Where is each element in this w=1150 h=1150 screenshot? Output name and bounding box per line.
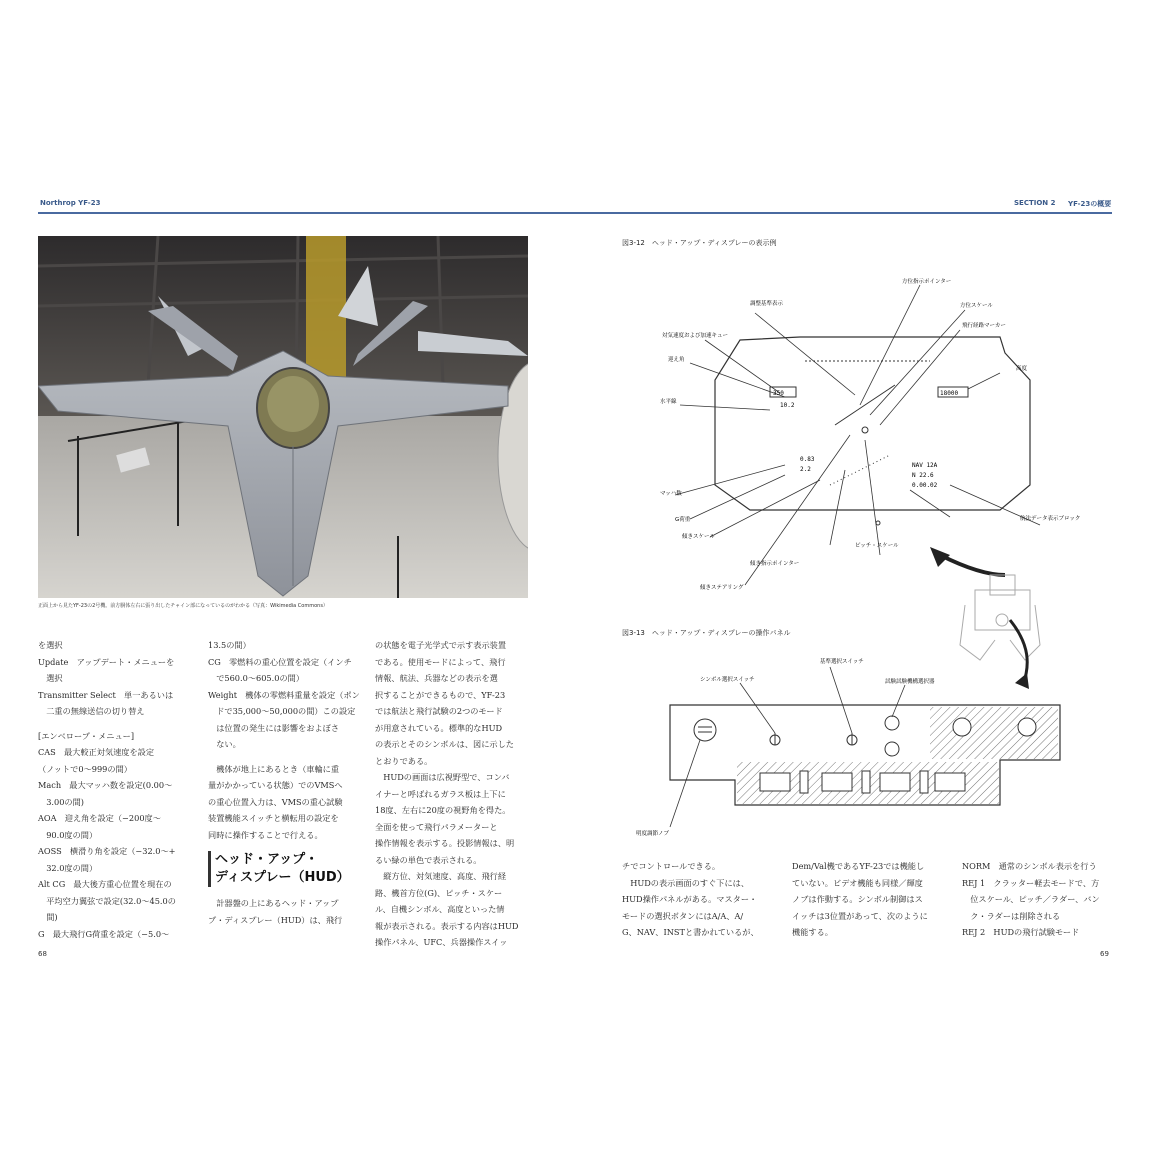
running-header-left: Northrop YF-23 [40, 199, 101, 207]
figure-13-title: 図3-13 ヘッド・アップ・ディスプレーの操作パネル [622, 629, 791, 637]
heading-line: ヘッド・アップ・ [215, 852, 319, 867]
text-line: ていない。ビデオ機能も同様／輝度 [792, 877, 923, 888]
running-header-section: SECTION 2 [1014, 199, 1056, 207]
hud-nav-3: 0.00.02 [912, 482, 938, 489]
hud-airspeed: 350 [773, 390, 784, 397]
yf23-photo-illustration [38, 236, 528, 598]
text-line: 装置機能スイッチと横転用の設定を [208, 813, 339, 823]
label-altitude: 高度 [1016, 366, 1028, 372]
text-line: CG 零燃料の重心位置を設定（インチ [208, 656, 352, 667]
label-aoa: 迎え角 [668, 357, 685, 363]
text-line: 全面を使って飛行パラメーターと [375, 821, 498, 832]
text-line: （ノットで0〜999の間） [38, 763, 132, 774]
text-line: 択することができるもので、YF-23 [375, 689, 506, 700]
text-line: 3.00の間) [38, 796, 84, 807]
flight-path-marker [862, 427, 868, 433]
text-line: は位置の発生には影響をおよぼさ [208, 722, 340, 733]
label-bank-scale: 傾きスケール [682, 534, 715, 540]
text-line: 情報、航法、兵器などの表示を選 [375, 673, 498, 683]
label-heading-pointer: 方位指示ポインター [902, 279, 952, 285]
text-line: 報が表示される。表示する内容はHUD [375, 920, 519, 931]
label-pitch-scale: ピッチ・スケール [855, 543, 899, 549]
text-line: 縦方位、対気速度、高度、飛行経 [375, 871, 507, 881]
text-line: ノブは作動する。シンボル制御はス [792, 894, 923, 904]
text-line: 操作情報を表示する。投影情報は、明 [375, 838, 515, 848]
text-line: プ・ディスプレー（HUD）は、飛行 [208, 914, 343, 925]
label-brightness: 明度調節ノブ [636, 831, 670, 837]
photo-caption: 正面上から見たYF-23の2号機。前方胴体左右に張り出したチャイン部になっているのがわかる（写真：Wikimedia Commons） [38, 603, 328, 609]
text-line: の重心位置入力は、VMSの重心試験 [208, 796, 343, 807]
text-line: で560.0〜605.0の間） [208, 673, 305, 683]
text-line: [エンベロープ・メニュー] [38, 730, 135, 741]
running-header-title: YF-23の概要 [1068, 200, 1112, 208]
label-symbol-switch: シンボル選択スイッチ [700, 677, 755, 683]
text-line: 間) [38, 912, 58, 922]
label-bank-pointer: 傾き指示ポインター [750, 561, 800, 567]
label-mach: マッハ数 [660, 491, 682, 497]
text-line: AOSS 横滑り角を設定（−32.0〜+ [38, 846, 176, 856]
text-line: REJ 2 HUDの飛行試験モード [962, 927, 1080, 937]
text-line: 平均空力翼弦で設定(32.0〜45.0の [38, 895, 176, 906]
text-line: の表示とそのシンボルは、図に示した [375, 739, 514, 749]
text-line: とおりである。 [375, 755, 433, 766]
text-line: Dem/Val機であるYF-23では機能し [792, 861, 925, 871]
text-line: 13.5の間） [208, 640, 251, 650]
text-line: NORM 通常のシンボル表示を行う [962, 861, 1097, 871]
text-line: HUD操作パネルがある。マスター・ [622, 894, 758, 904]
text-line: が用意されている。標準的なHUD [375, 722, 503, 733]
section-heading [208, 851, 368, 887]
text-line: 路、機首方位(G)、ピッチ・スケー [375, 887, 503, 898]
text-line: 二重の無線送信の切り替え [38, 706, 145, 716]
text-line: 計器盤の上にあるヘッド・アップ [208, 898, 339, 908]
hud-nav-1: NAV 12A [912, 462, 938, 469]
aircraft-photo [38, 236, 528, 598]
text-line: HUDの表示画面のすぐ下には、 [622, 877, 750, 888]
right-text-column-3 [962, 858, 1112, 941]
heading-line: ディスプレー（HUD） [215, 870, 350, 885]
label-heading-scale: 方位スケール [960, 303, 993, 309]
hud-display-diagram [620, 255, 1110, 595]
text-line: 選択 [38, 673, 63, 683]
hud-aoa: 10.2 [780, 402, 795, 409]
text-line: を選択 [38, 640, 63, 650]
label-ref-switch: 基準選択スイッチ [820, 659, 864, 665]
text-line: G 最大飛行G荷重を設定（−5.0〜 [38, 928, 170, 939]
test-selector-knob-2 [885, 742, 899, 756]
text-line: CAS 最大較正対気速度を設定 [38, 747, 155, 757]
text-line: HUDの画面は広視野型で、コンバ [375, 772, 510, 782]
text-line: REJ 1 クラッター軽去モードで、方 [962, 877, 1100, 888]
header-rule [38, 212, 1112, 214]
text-line: 量がかかっている状態）でのVMSへ [208, 780, 343, 790]
text-line: 90.0度の間） [38, 829, 98, 840]
hud-control-panel-diagram [630, 645, 1100, 845]
text-line: AOA 迎え角を設定（−200度〜 [38, 813, 161, 823]
hud-mach: 0.83 [800, 456, 815, 463]
page-number-right: 69 [1100, 950, 1109, 958]
right-text-column-1 [622, 858, 782, 941]
right-text-column-2 [792, 858, 952, 941]
text-line: 32.0度の間） [38, 862, 98, 873]
hud-frame [715, 337, 1030, 510]
text-line: である。使用モードによって、飛行 [375, 656, 506, 667]
text-line: Transmitter Select 単一あるいは [38, 689, 174, 700]
text-line: 同時に操作することで行える。 [208, 829, 323, 840]
left-text-column-3 [375, 637, 535, 951]
text-line: 位スケール、ピッチ／ラダー、バン [962, 894, 1100, 904]
label-track-marker: 飛行経路マーカー [962, 323, 1006, 329]
text-line: ル、自機シンボル、高度といった情 [375, 904, 505, 914]
text-line: るい緑の単色で表示される。 [375, 854, 482, 865]
label-g: G荷重 [675, 517, 691, 523]
test-selector-knob-1 [885, 716, 899, 730]
text-line: 機能する。 [792, 927, 833, 937]
text-line: チでコントロールできる。 [622, 861, 721, 871]
left-text-column-1 [38, 637, 198, 942]
text-line: Mach 最大マッハ数を設定(0.00〜 [38, 780, 173, 790]
text-line: の状態を電子光学式で示す表示装置 [375, 640, 507, 650]
text-line: ない。 [208, 739, 241, 749]
text-line: イナーと呼ばれるガラス板は上下に [375, 788, 506, 799]
hud-nav-2: N 22.6 [912, 472, 934, 479]
text-line: Alt CG 最大後方重心位置を現在の [38, 879, 172, 889]
text-line: モードの選択ボタンにはA/A、A/ [622, 910, 744, 921]
text-line: ドで35,000〜50,000の間）この設定 [208, 706, 356, 716]
page-number-left: 68 [38, 950, 47, 958]
text-line: Update アップデート・メニューを [38, 656, 175, 667]
label-nav-block: 航法データ表示ブロック [1020, 516, 1081, 522]
text-line: 機体が地上にあるとき（車輪に重 [208, 763, 340, 774]
text-line: ク・ラダーは削除される [962, 910, 1061, 921]
text-line: イッチは3位置があって、次のように [792, 910, 928, 921]
hud-g: 2.2 [800, 466, 811, 473]
label-horizon: 水平線 [660, 399, 677, 405]
text-line: G、NAV、INSTと書かれているが、 [622, 927, 759, 937]
label-airspeed-accel: 対気速度および加速キュー [662, 333, 729, 339]
text-line: 操作パネル、UFC、兵器操作スイッ [375, 937, 508, 947]
text-line: Weight 機体の零燃料重量を設定（ポン [208, 689, 360, 700]
label-steering: 調整基準表示 [750, 301, 784, 307]
label-test-switch: 試験試験機構選択器 [885, 679, 935, 685]
brightness-knob [694, 719, 716, 741]
figure-12-title: 図3-12 ヘッド・アップ・ディスプレーの表示例 [622, 239, 777, 247]
label-bank-steering: 傾きステアリング [700, 585, 744, 591]
left-text-column-2 [208, 637, 368, 928]
text-line: では航法と飛行試験の2つのモード [375, 706, 503, 716]
hud-altitude: 18000 [940, 390, 959, 397]
text-line: 18度、左右に20度の視野角を得た。 [375, 805, 511, 815]
